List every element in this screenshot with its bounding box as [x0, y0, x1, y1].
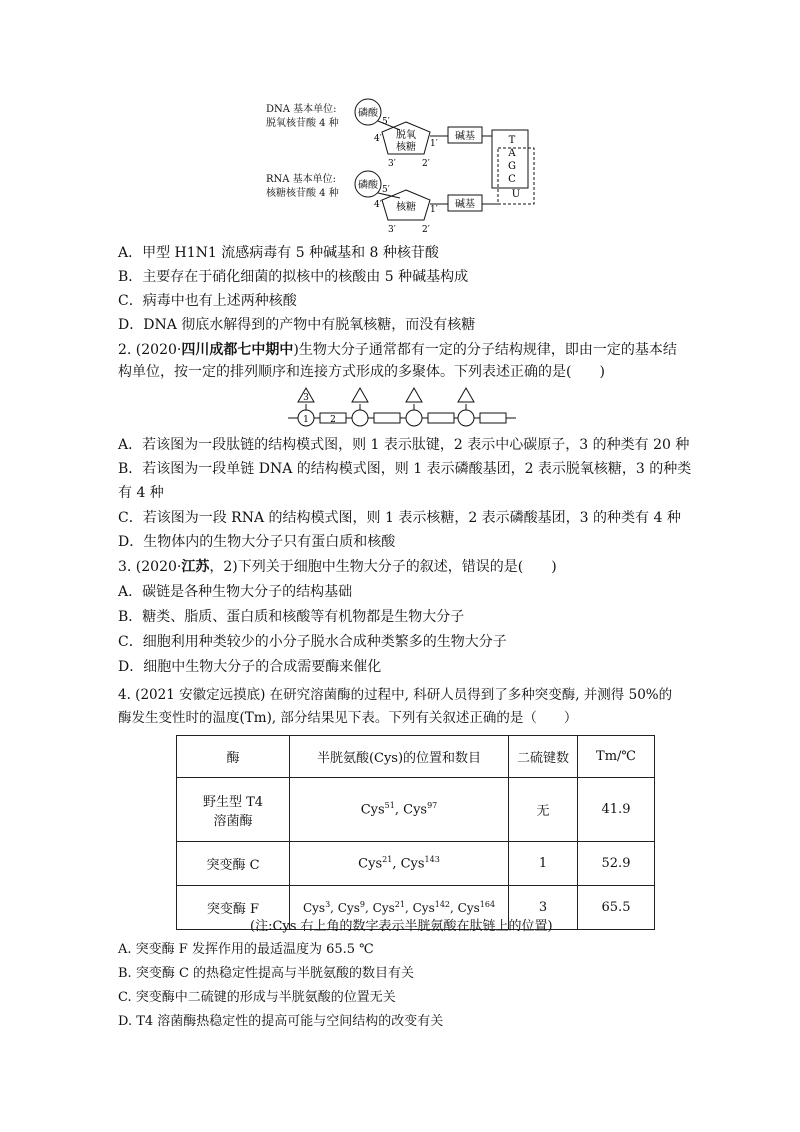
table-row: [177, 778, 655, 842]
dna-pos-4: 4′: [374, 134, 382, 144]
dna-pos-3: 3′: [388, 159, 396, 169]
row1-cys: Cys$^{51}$, Cys$^{97}$: [290, 778, 509, 842]
base-g: G: [508, 161, 516, 172]
chain-circle-3: [406, 410, 422, 426]
dna-phosphate-label: 磷酸: [358, 108, 378, 119]
ribose-label: 核糖: [396, 202, 416, 213]
table-header-row: [177, 736, 655, 778]
dna-pos-2: 2′: [422, 159, 430, 169]
base-c: C: [508, 174, 516, 185]
q3-option-c: C．细胞利用种类较少的小分子脱水合成种类繁多的生物大分子: [118, 634, 507, 650]
rna-label-line1: RNA 基本单位:: [266, 174, 337, 185]
base-t: T: [508, 135, 516, 146]
q2-number: 2. (2020·: [118, 342, 182, 358]
q3-source: 江苏: [181, 559, 210, 575]
row1-tm: 41.9: [578, 778, 655, 842]
q4-option-a: A. 突变酶 F 发挥作用的最适温度为 65.5 ℃: [118, 942, 374, 957]
dna-label-line1: DNA 基本单位:: [266, 104, 337, 115]
row2-enzyme: 突变酶 C: [177, 842, 290, 886]
q3-stem: [118, 558, 557, 576]
q4-option-d: D. T4 溶菌酶热稳定性的提高可能与空间结构的改变有关: [118, 1014, 444, 1029]
dna-base-label: 碱基: [455, 131, 475, 142]
chain-triangle-4: [458, 388, 474, 402]
rna-base-label: 碱基: [455, 199, 475, 210]
q1-option-b: B．主要存在于硝化细菌的拟核中的核酸由 5 种碱基构成: [118, 269, 469, 285]
header-tm: Tm/℃: [578, 736, 655, 778]
chain-circle-4: [458, 410, 474, 426]
chain-rect-4: [480, 413, 506, 423]
q1-option-d: D．DNA 彻底水解得到的产物中有脱氧核糖，而没有核糖: [118, 317, 476, 333]
table-note: (注:Cys 右上角的数字表示半胱氨酸在肽链上的位置): [250, 919, 553, 934]
enzyme-table: [176, 735, 655, 930]
header-enzyme: 酶: [177, 736, 290, 778]
row3-bonds: 3: [509, 886, 578, 930]
header-bonds: 二硫键数: [509, 736, 578, 778]
q4-stem-line1: 4. (2021 安徽定远摸底) 在研究溶菌酶的过程中, 科研人员得到了多种突变酶, 并测得 50%的: [118, 687, 673, 703]
q3-option-b: B．糖类、脂质、蛋白质和核酸等有机物都是生物大分子: [118, 609, 465, 625]
chain-triangle-3: [406, 388, 422, 402]
deoxyribose-label-1: 脱氧: [396, 130, 416, 141]
dna-label-line2: 脱氧核苷酸 4 种: [266, 118, 339, 129]
q2-option-b-line1: B．若该图为一段单链 DNA 的结构模式图，则 1 表示磷酸基团，2 表示脱氧核糖，3 的种类: [118, 461, 692, 477]
q2-source: 四川成都七中期中: [181, 342, 294, 358]
q3-number: 3. (2020·: [118, 559, 182, 575]
polymer-chain-diagram: [286, 384, 518, 430]
chain-rect-3: [428, 413, 454, 423]
row2-cys: Cys$^{21}$, Cys$^{143}$: [290, 842, 509, 886]
q1-option-c: C．病毒中也有上述两种核酸: [118, 293, 297, 309]
rna-phosphate-label: 磷酸: [358, 180, 378, 191]
chain-label-2: 2: [330, 415, 336, 425]
rna-pos-2: 2′: [422, 225, 430, 235]
base-u: U: [511, 189, 521, 200]
q2-option-b-line2: 有 4 种: [118, 485, 164, 501]
chain-label-1: 1: [303, 415, 309, 425]
rna-pos-1: 1′: [430, 205, 438, 215]
row3-cys: Cys$^3$, Cys$^9$, Cys$^{21}$, Cys$^{142}$, Cys$^{164}$: [290, 886, 509, 930]
row3-tm: 65.5: [578, 886, 655, 930]
dna-pos-5: 5′: [382, 117, 390, 127]
row1-bonds: 无: [509, 778, 578, 842]
base-a: A: [508, 148, 516, 159]
row3-enzyme: 突变酶 F: [177, 886, 290, 930]
q3-option-d: D．细胞中生物大分子的合成需要酶来催化: [118, 659, 382, 675]
row1-enzyme: 野生型 T4 溶菌酶: [177, 778, 290, 842]
chain-label-3: 3: [303, 393, 309, 403]
table-row: [177, 842, 655, 886]
q2-option-a: A．若该图为一段肽链的结构模式图，则 1 表示肽键，2 表示中心碳原子，3 的种类有 20 种: [118, 437, 690, 453]
q4-option-c: C. 突变酶中二硫键的形成与半胱氨酸的位置无关: [118, 990, 396, 1005]
q2-stem-line1: [118, 341, 677, 359]
chain-rect-2: [374, 413, 400, 423]
deoxyribose-label-2: 核糖: [396, 142, 416, 153]
rna-pos-5: 5′: [382, 185, 390, 195]
rna-label-line2: 核糖核苷酸 4 种: [266, 188, 339, 199]
rna-pos-3: 3′: [388, 225, 396, 235]
header-cys: 半胱氨酸(Cys)的位置和数目: [290, 736, 509, 778]
rna-pos-4: 4′: [374, 200, 382, 210]
nucleotide-diagram: [262, 96, 562, 240]
q3-stem-text: ，2)下列关于细胞中生物大分子的叙述，错误的是( ): [209, 559, 557, 575]
q2-stem-line2: 构单位，按一定的排列顺序和连接方式形成的多聚体。下列表述正确的是( ): [118, 364, 605, 380]
chain-circle-2: [352, 410, 368, 426]
row2-bonds: 1: [509, 842, 578, 886]
q4-option-b: B. 突变酶 C 的热稳定性提高与半胱氨酸的数目有关: [118, 966, 415, 981]
q2-option-c: C．若该图为一段 RNA 的结构模式图，则 1 表示核糖，2 表示磷酸基团，3 的种类有 4 种: [118, 510, 681, 526]
q2-option-d: D．生物体内的生物大分子只有蛋白质和核酸: [118, 534, 396, 550]
row2-tm: 52.9: [578, 842, 655, 886]
q4-stem-line2: 酶发生变性时的温度(Tm), 部分结果见下表。下列有关叙述正确的是（ ）: [118, 710, 578, 726]
dna-pos-1: 1′: [430, 139, 438, 149]
q1-option-a: A．甲型 H1N1 流感病毒有 5 种碱基和 8 种核苷酸: [118, 245, 439, 261]
q2-stem-text: )生物大分子通常都有一定的分子结构规律，即由一定的基本结: [293, 342, 677, 358]
q3-option-a: A．碳链是各种生物大分子的结构基础: [118, 584, 353, 600]
chain-triangle-2: [352, 388, 368, 402]
